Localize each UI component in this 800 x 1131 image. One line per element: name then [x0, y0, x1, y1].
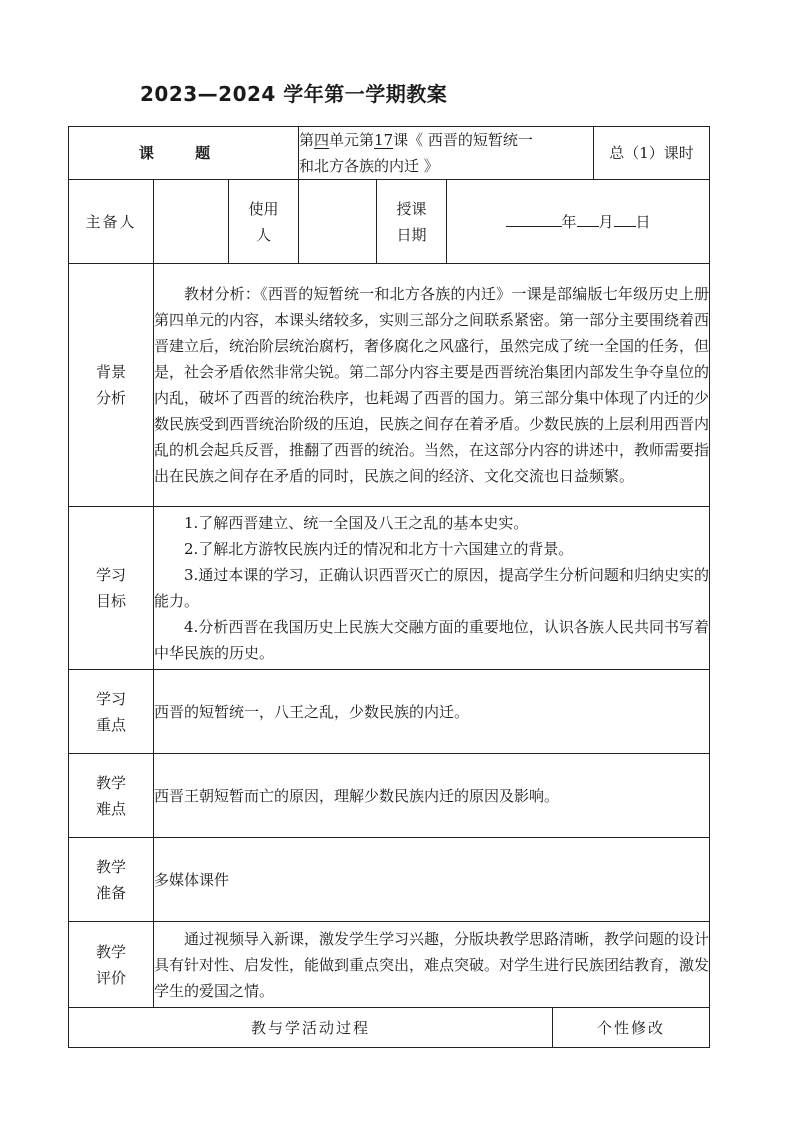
user-label-line1: 使用 — [248, 199, 279, 218]
user-label — [229, 180, 299, 264]
evaluation-text: 通过视频导入新课，激发学生学习兴趣，分版块教学思路清晰，教学问题的设计具有针对性、启发性，能做到重点突出，难点突破。对学生进行民族团结教育，激发学生的爱国之情。 — [154, 922, 710, 1008]
date-label — [377, 180, 447, 264]
key-points-label-line2: 重点 — [95, 715, 126, 734]
date-label-line2: 日期 — [396, 225, 427, 244]
background-label-line2: 分析 — [95, 389, 126, 407]
evaluation-row — [69, 922, 710, 1008]
preparation-label — [69, 838, 154, 922]
objectives-label — [69, 507, 154, 670]
difficulties-label-line2: 难点 — [95, 799, 126, 818]
key-points-label-line1: 学习 — [95, 689, 126, 708]
key-points-row — [69, 670, 710, 754]
user-label-line2: 人 — [255, 225, 271, 244]
objectives-list — [154, 507, 710, 670]
lesson-title-line1: 课《 西晋的短暂统一 — [393, 131, 533, 149]
process-label: 教与学活动过程 — [69, 1008, 553, 1048]
date-value — [447, 180, 710, 264]
day-blank — [614, 208, 636, 227]
lesson-number: 17 — [374, 131, 394, 149]
background-label-line1: 背景 — [95, 363, 126, 381]
unit-text: 单元第 — [329, 131, 375, 149]
unit-number: 四 — [314, 131, 330, 149]
objective-item: 2.了解北方游牧民族内迁的情况和北方十六国建立的背景。 — [184, 540, 574, 558]
objectives-label-line2: 目标 — [95, 592, 126, 610]
preparation-label-line1: 教学 — [95, 857, 126, 876]
year-blank — [506, 208, 562, 227]
objectives-label-line1: 学习 — [95, 566, 126, 584]
evaluation-label-line1: 教学 — [95, 942, 126, 961]
lesson-title-cell — [299, 127, 594, 180]
preparer-value — [154, 180, 229, 264]
lesson-plan-table — [68, 126, 710, 1048]
objectives-row — [69, 507, 710, 670]
date-label-line1: 授课 — [396, 199, 427, 218]
key-points-text: 西晋的短暂统一，八王之乱，少数民族的内迁。 — [154, 670, 710, 754]
background-label — [69, 264, 154, 507]
key-points-label — [69, 670, 154, 754]
background-text: 教材分析：《西晋的短暂统一和北方各族的内迁》一课是部编版七年级历史上册第四单元的内容，本课头绪较多，实则三部分之间联系紧密。第一部分主要围绕着西晋建立后，统治阶层统治腐朽，奢侈腐化之风盛行，虽然完成了统一全国的任务，但是，社会矛盾依然非常尖锐。第二部分内容主要是西晋统治集团内部发生争夺皇位的内乱，破坏了西晋的统治秩序，也耗竭了西晋的国力。第三部分集中体现了内迁的少数民族受到西晋统治阶级的压迫，民族之间存在着矛盾。少数民族的上层利用西晋内乱的机会起兵反晋，推翻了西晋的统治。当然，在这部分内容的讲述中，教师需要指出在民族之间存在矛盾的同时，民族之间的经济、文化交流也日益频繁。 — [154, 264, 710, 507]
preparation-row — [69, 838, 710, 922]
objective-item: 1.了解西晋建立、统一全国及八王之乱的基本史实。 — [184, 514, 529, 532]
total-periods: 总（1）课时 — [594, 127, 710, 180]
background-row — [69, 264, 710, 507]
user-value — [299, 180, 377, 264]
lesson-title-line2: 和北方各族的内迁 》 — [299, 157, 439, 175]
year-text: 年 — [561, 213, 577, 231]
evaluation-label — [69, 922, 154, 1008]
topic-label: 课 题 — [69, 127, 299, 180]
preparation-text: 多媒体课件 — [154, 838, 710, 922]
objective-item: 3.通过本课的学习，正确认识西晋灭亡的原因，提高学生分析问题和归纳史实的能力。 — [154, 566, 710, 610]
day-text: 日 — [635, 213, 651, 231]
lesson-prefix: 第 — [299, 131, 315, 149]
preparation-label-line2: 准备 — [95, 883, 126, 902]
difficulties-row — [69, 754, 710, 838]
difficulties-label-line1: 教学 — [95, 773, 126, 792]
topic-row — [69, 127, 710, 180]
preparer-label: 主备人 — [69, 180, 154, 264]
footer-row — [69, 1008, 710, 1048]
evaluation-label-line2: 评价 — [95, 968, 126, 987]
document-title: 2023—2024 学年第一学期教案 — [140, 82, 448, 106]
difficulties-text: 西晋王朝短暂而亡的原因，理解少数民族内迁的原因及影响。 — [154, 754, 710, 838]
info-row — [69, 180, 710, 264]
month-blank — [577, 208, 599, 227]
month-text: 月 — [598, 213, 614, 231]
modify-label: 个性修改 — [553, 1008, 710, 1048]
difficulties-label — [69, 754, 154, 838]
objective-item: 4.分析西晋在我国历史上民族大交融方面的重要地位，认识各族人民共同书写着中华民族的历史。 — [154, 618, 710, 662]
